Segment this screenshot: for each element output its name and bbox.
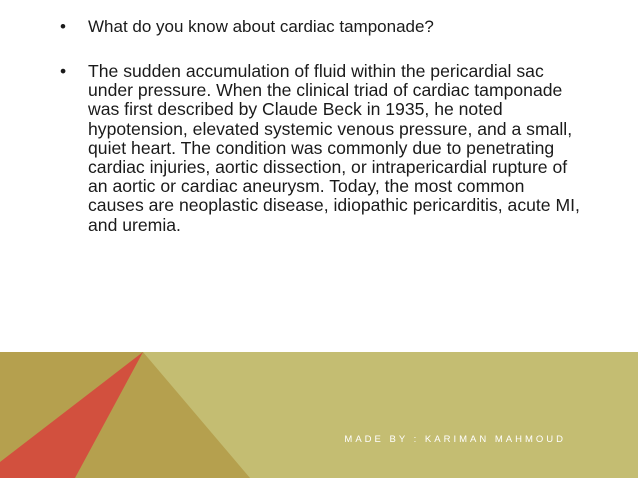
answer-text: The sudden accumulation of fluid within the pericardial sac under pressure. When the clinical triad of cardiac tamponade was first described by Claude Beck in 1935, he noted hypotension, elevated systemic venous pressure, and a small, quiet heart. The condition was commonly due to penetrating cardiac injuries, aortic dissection, or intrapericardial rupture of an aortic or cardiac aneurysm. Today, the most common causes are neoplastic disease, idiopathic pericarditis, acute MI, and uremia. <box>88 61 580 235</box>
bullet-point-icon: • <box>60 17 66 36</box>
footer-shapes <box>0 352 638 478</box>
bullet-answer <box>60 62 580 235</box>
question-text: What do you know about cardiac tamponade? <box>88 17 434 36</box>
bullet-question <box>60 16 580 37</box>
bullet-list <box>60 16 580 235</box>
footer-decorative-band <box>0 352 638 478</box>
author-credit: MADE BY : KARIMAN MAHMOUD <box>344 434 566 445</box>
bullet-point-icon: • <box>60 61 67 81</box>
